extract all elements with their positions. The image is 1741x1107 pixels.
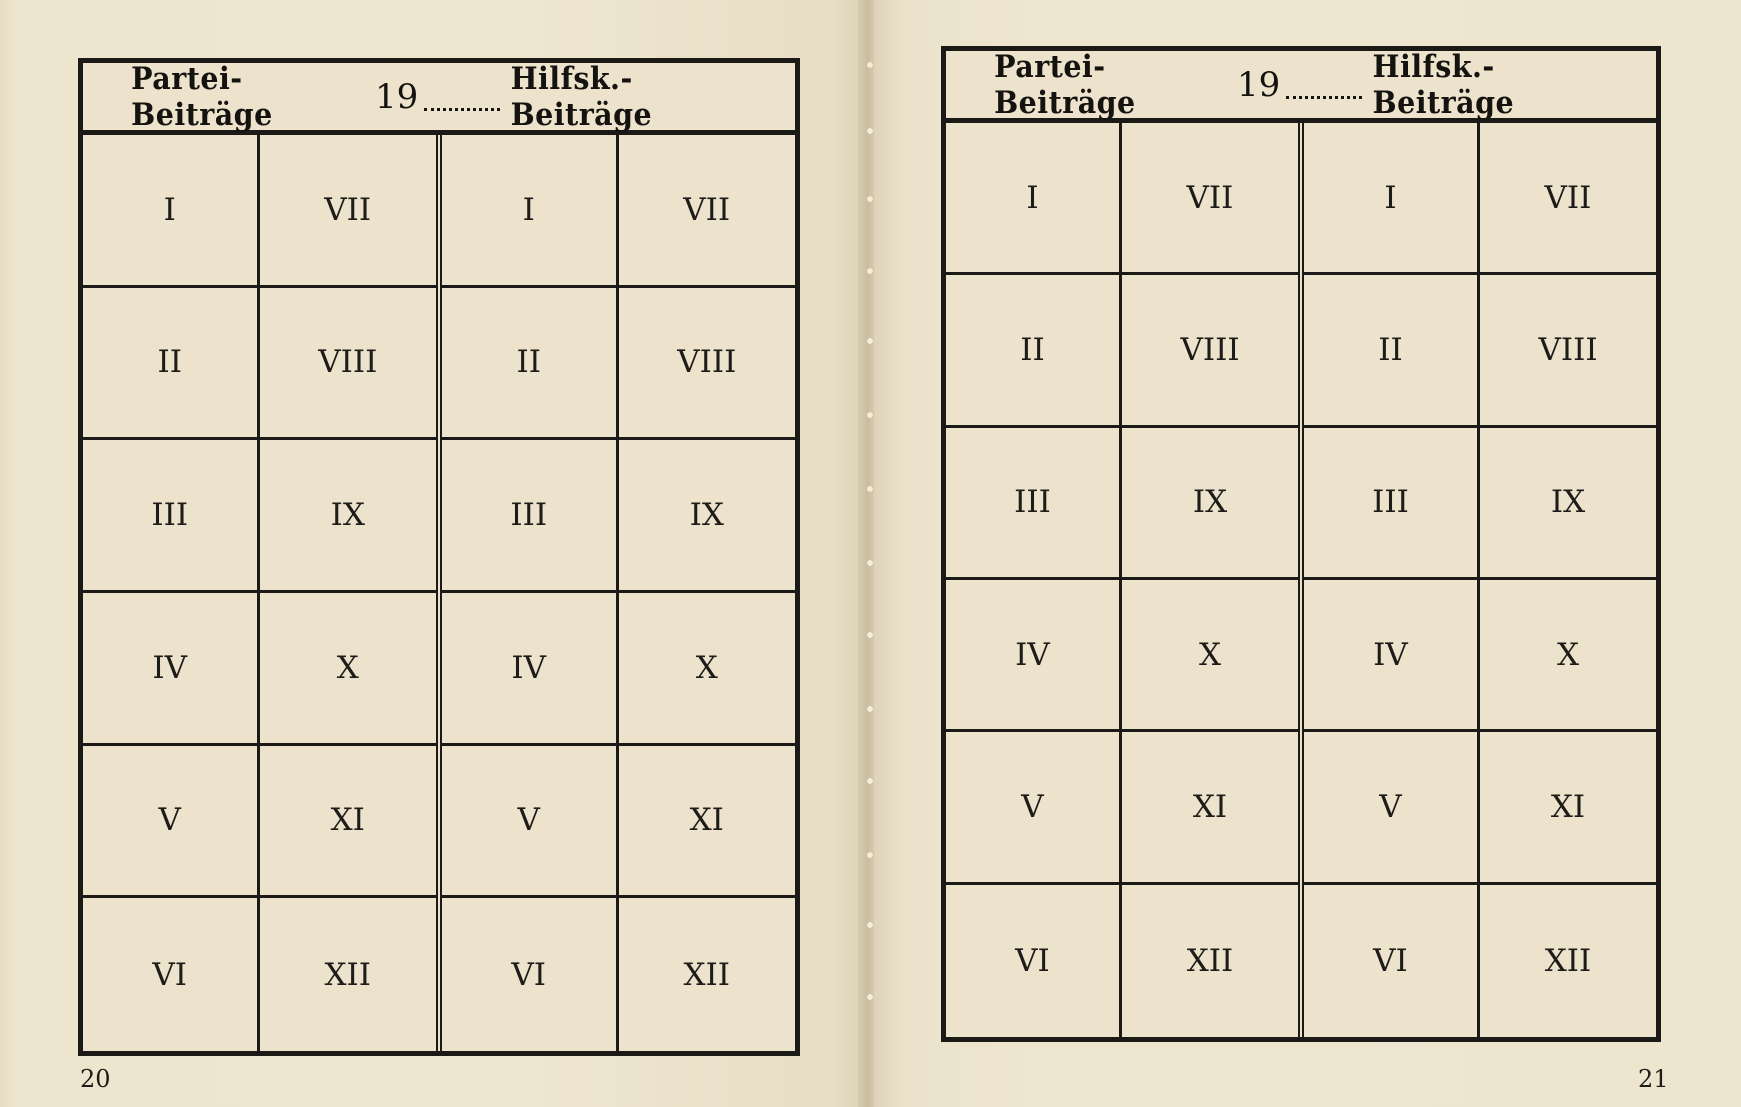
relief-dues-heading: Hilfsk.-Beiträge — [510, 60, 653, 133]
binding-stitch — [867, 412, 873, 418]
month-cell: XI — [260, 746, 437, 899]
month-cell: III — [83, 440, 260, 593]
month-cell: II — [442, 288, 619, 441]
binding-stitch — [867, 338, 873, 344]
month-cell: X — [1480, 580, 1656, 732]
month-cell: VII — [1122, 123, 1298, 275]
month-cell: III — [1304, 428, 1480, 580]
month-cell: X — [1122, 580, 1298, 732]
page-number: 21 — [1638, 1065, 1669, 1093]
month-cell: IX — [1480, 428, 1656, 580]
dues-table — [78, 58, 800, 1056]
month-cell: III — [946, 428, 1122, 580]
month-cell: XI — [1480, 732, 1656, 884]
month-cell: VIII — [1480, 275, 1656, 427]
year-blank-line — [1286, 90, 1362, 99]
binding-stitch — [867, 268, 873, 274]
month-cell: IV — [83, 593, 260, 746]
month-cell: IX — [1122, 428, 1298, 580]
party-dues-block — [946, 123, 1304, 1037]
month-cell: I — [1304, 123, 1480, 275]
month-cell: XII — [1186, 942, 1234, 979]
month-cell: VII — [1480, 123, 1656, 275]
month-cell: V — [946, 732, 1122, 884]
binding-stitch — [867, 852, 873, 858]
month-cell: IV — [442, 593, 619, 746]
month-cell: XI — [619, 746, 796, 899]
month-cell: IX — [619, 440, 796, 593]
page-number: 20 — [80, 1065, 111, 1093]
party-dues-heading: Partei-Beiträge — [131, 60, 273, 133]
month-cell: V — [1304, 732, 1480, 884]
month-cell: IV — [946, 580, 1122, 732]
month-cell: XII — [683, 956, 731, 993]
binding-stitch — [867, 560, 873, 566]
month-cell: III — [442, 440, 619, 593]
binding-stitch — [867, 994, 873, 1000]
month-cell: VI — [946, 885, 1122, 1037]
year-blank-line — [424, 102, 500, 111]
month-cell: I — [442, 135, 619, 288]
binding-stitch — [867, 62, 873, 68]
binding-stitch — [867, 128, 873, 134]
month-cell: II — [83, 288, 260, 441]
year-field — [1237, 65, 1362, 105]
month-cell: XII — [324, 956, 372, 993]
month-cell: VI — [442, 898, 619, 1051]
month-grid — [946, 123, 1656, 1037]
party-dues-heading: Partei-Beiträge — [994, 48, 1136, 121]
month-cell: VII — [619, 135, 796, 288]
month-cell: V — [83, 746, 260, 899]
binding-stitch — [867, 922, 873, 928]
month-cell: VIII — [1122, 275, 1298, 427]
month-cell: I — [946, 123, 1122, 275]
year-prefix: 19 — [1236, 64, 1281, 105]
table-header — [946, 48, 1656, 123]
month-cell: VIII — [260, 288, 437, 441]
binding-stitch — [867, 632, 873, 638]
month-cell: VII — [260, 135, 437, 288]
year-field — [375, 77, 500, 117]
month-cell: V — [442, 746, 619, 899]
relief-dues-heading: Hilfsk.-Beiträge — [1372, 48, 1515, 121]
party-dues-block — [83, 135, 442, 1051]
year-prefix: 19 — [374, 76, 419, 117]
month-cell: XI — [1122, 732, 1298, 884]
binding-stitch — [867, 778, 873, 784]
table-header — [83, 60, 795, 135]
relief-dues-block — [442, 135, 795, 1051]
binding-stitch — [867, 706, 873, 712]
month-grid — [83, 135, 795, 1051]
binding-stitch — [867, 486, 873, 492]
binding-stitch — [867, 196, 873, 202]
month-cell: II — [1304, 275, 1480, 427]
page-right — [874, 0, 1741, 1107]
month-cell: I — [83, 135, 260, 288]
month-cell: VI — [1304, 885, 1480, 1037]
month-cell: VIII — [619, 288, 796, 441]
month-cell: IX — [260, 440, 437, 593]
page-left — [0, 0, 866, 1107]
relief-dues-block — [1304, 123, 1656, 1037]
month-cell: II — [946, 275, 1122, 427]
month-cell: IV — [1304, 580, 1480, 732]
month-cell: VI — [83, 898, 260, 1051]
month-cell: XII — [1544, 942, 1592, 979]
month-cell: X — [260, 593, 437, 746]
month-cell: X — [619, 593, 796, 746]
dues-table — [941, 46, 1661, 1042]
